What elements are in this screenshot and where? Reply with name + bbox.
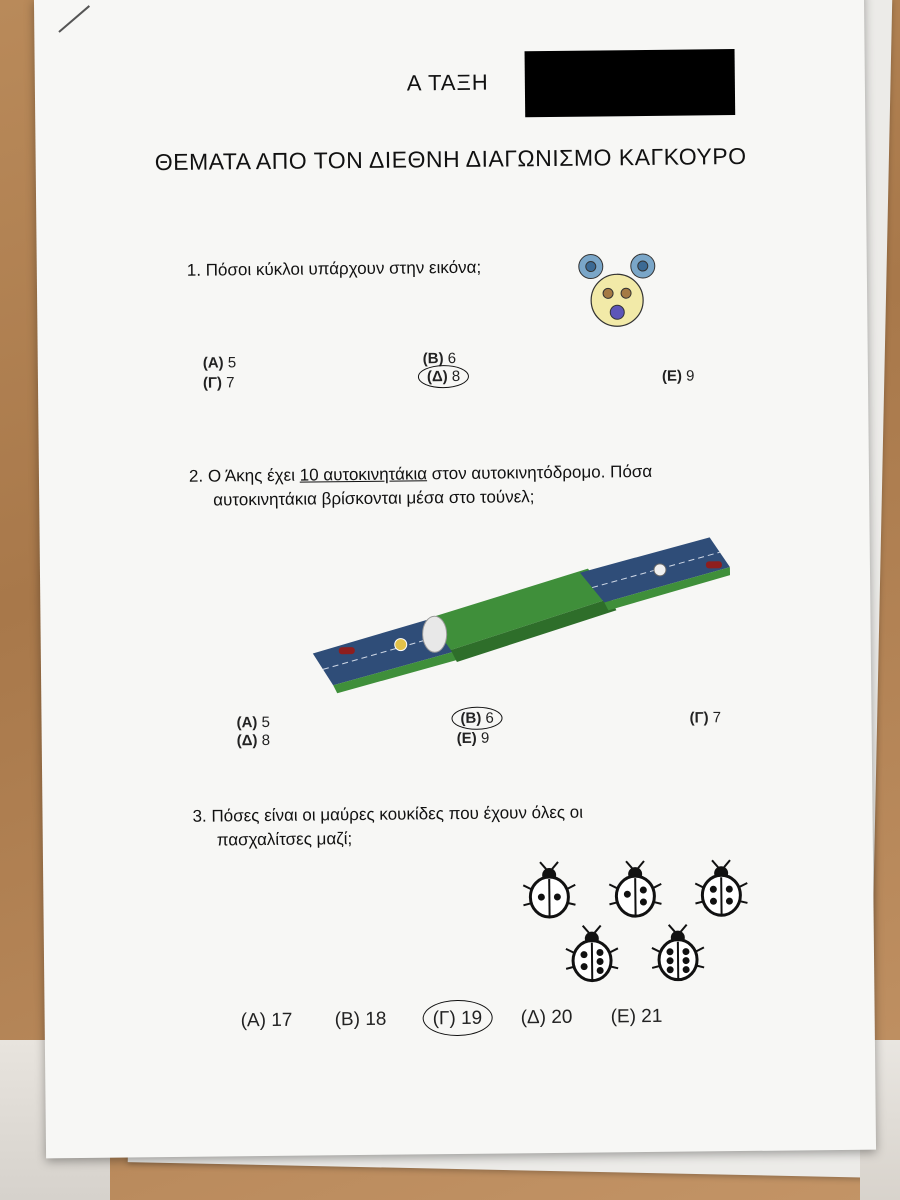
question-text-line2: αυτοκινητάκια βρίσκονται μέσα στο τούνελ; <box>213 487 535 510</box>
worksheet-page <box>34 0 876 1158</box>
question-text: Πόσες είναι οι μαύρες κουκίδες που έχουν όλες οι <box>211 802 584 826</box>
q3-option-e[interactable]: (Ε) 21 <box>610 1005 663 1028</box>
question-text-line2: πασχαλίτσες μαζί; <box>216 829 353 850</box>
question-text-underlined: 10 αυτοκινητάκια <box>299 464 428 485</box>
q1-option-g[interactable]: (Γ) 7 <box>202 374 235 392</box>
question-text-start: Ο Άκης έχει <box>207 465 300 486</box>
q1-option-a[interactable]: (Α) 5 <box>202 354 237 372</box>
q1-option-d[interactable] <box>418 368 469 386</box>
ladybug <box>566 925 619 981</box>
q2-option-d[interactable]: (Δ) 8 <box>236 731 271 750</box>
question-number: 2. <box>188 466 204 486</box>
question-number: 3. <box>192 806 207 826</box>
pen-mark <box>58 5 90 33</box>
answer-circle: (Δ) 8 <box>418 365 470 389</box>
answer-circle <box>422 1000 492 1037</box>
class-label: Α ΤΑΞΗ <box>406 69 489 96</box>
ladybug <box>609 861 662 917</box>
q2-option-b[interactable] <box>451 710 503 728</box>
q3-option-a[interactable]: (Α) 17 <box>240 1009 293 1032</box>
ladybug <box>523 862 576 918</box>
question-number: 1. <box>186 260 202 280</box>
question-2 <box>189 460 653 513</box>
question-text: Πόσοι κύκλοι υπάρχουν στην εικόνα; <box>205 257 482 280</box>
q1-option-e[interactable]: (Ε) 9 <box>661 367 695 385</box>
question-text-end: στον αυτοκινητόδρομο. Πόσα <box>426 461 653 484</box>
question-3 <box>192 801 583 853</box>
circles-figure <box>577 250 662 333</box>
q2-option-e[interactable]: (Ε) 9 <box>456 729 490 747</box>
question-1 <box>187 256 482 283</box>
redaction-box <box>525 49 736 117</box>
q3-option-g[interactable]: (Γ) 19 <box>432 1007 483 1030</box>
q1-option-b[interactable]: (Β) 6 <box>422 349 457 368</box>
q2-option-a[interactable]: (Α) 5 <box>236 713 270 732</box>
answer-circle: (Β) 6 <box>451 707 503 731</box>
ladybug <box>652 924 705 980</box>
q3-option-b[interactable]: (Β) 18 <box>334 1008 387 1031</box>
q2-option-g[interactable]: (Γ) 7 <box>689 709 722 727</box>
tunnel-figure <box>310 531 732 695</box>
ladybugs-figure <box>513 853 764 996</box>
page-title: ΘΕΜΑΤΑ ΑΠΟ ΤΟΝ ΔΙΕΘΝΗ ΔΙΑΓΩΝΙΣΜΟ ΚΑΓΚΟΥΡΟ <box>154 142 747 176</box>
ladybug <box>695 860 748 916</box>
q3-option-d[interactable]: (Δ) 20 <box>520 1006 573 1029</box>
